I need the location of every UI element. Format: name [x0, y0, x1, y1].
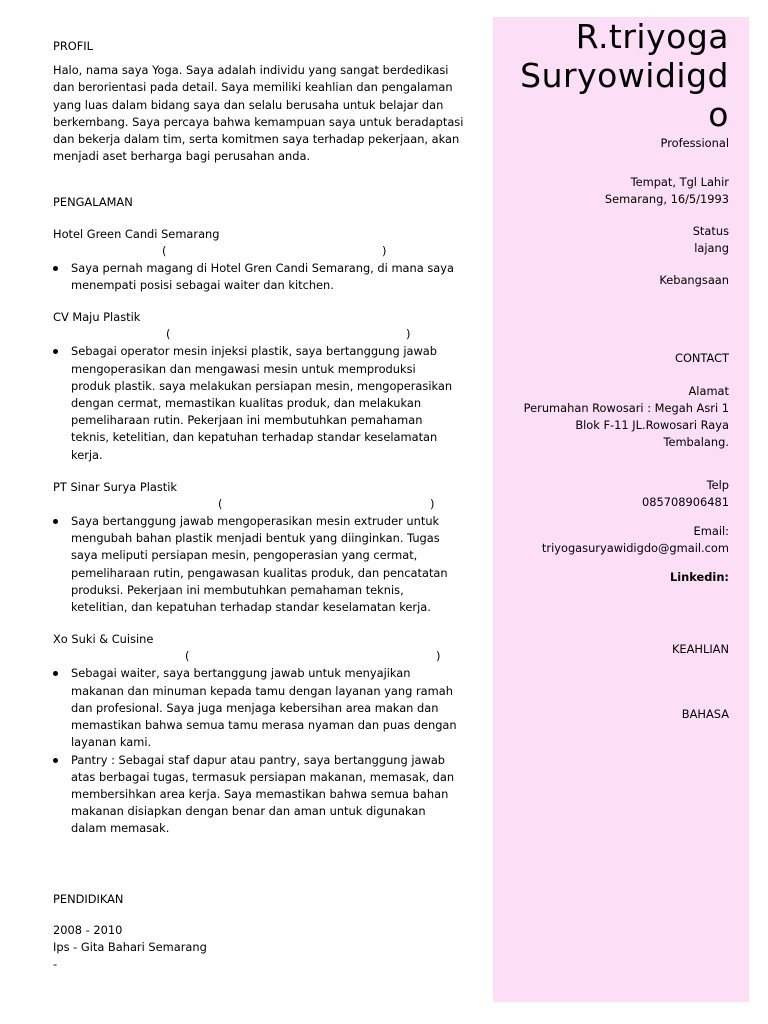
date-open-paren: ( — [162, 243, 167, 258]
bullet-line: produk plastik. saya melakukan persiapan mesin, mengoperasikan — [71, 378, 453, 393]
education-school: Ips - Gita Bahari Semarang — [53, 939, 207, 954]
birth-value: Semarang, 16/5/1993 — [604, 192, 729, 206]
bullet-line: membersihkan area kerja. Saya memastikan bahwa semua bahan — [71, 786, 449, 801]
bullet-icon — [53, 758, 58, 763]
list-item — [53, 260, 469, 294]
status-label: Status — [692, 224, 729, 238]
phone-label: Telp — [706, 478, 729, 492]
experience-heading: PENGALAMAN — [53, 195, 133, 210]
bullet-line: mengoperasikan dan mengawasi mesin untuk memproduksi — [71, 361, 416, 376]
education-heading: PENDIDIKAN — [53, 891, 124, 906]
bullet-line: dengan cermat, memastikan kualitas produk, dan melakukan — [71, 396, 422, 411]
birth-label: Tempat, Tgl Lahir — [630, 175, 729, 189]
job-entry — [53, 479, 469, 616]
bullet-icon — [53, 671, 58, 676]
job-date-line — [53, 326, 469, 343]
bullet-line: Sebagai waiter, saya bertanggung jawab untuk menyajikan — [71, 666, 411, 681]
address-line: Perumahan Rowosari : Megah Asri 1 — [523, 401, 729, 415]
job-company: Hotel Green Candi Semarang — [53, 226, 220, 241]
job-company: CV Maju Plastik — [53, 310, 141, 325]
email-label: Email: — [693, 524, 729, 538]
bullet-line: layanan kami. — [71, 735, 152, 750]
bullet-line: makanan disiapkan dengan benar dan aman untuk digunakan — [71, 804, 426, 819]
bullet-line: Saya pernah magang di Hotel Gren Candi Semarang, di mana saya — [71, 260, 454, 275]
list-item — [53, 752, 469, 838]
bullet-line: dalam memasak. — [71, 821, 170, 836]
list-item — [53, 343, 469, 463]
list-item — [53, 665, 469, 751]
job-date-line — [53, 496, 469, 513]
person-name — [503, 17, 729, 134]
bullet-icon — [53, 266, 58, 271]
name-line: Suryowidigd — [520, 56, 729, 95]
skills-heading: KEAHLIAN — [671, 642, 729, 656]
profile-line: dan berorientasi pada detail. Saya memiliki keahlian dan pengalaman — [53, 80, 453, 95]
job-company: Xo Suki & Cuisine — [53, 632, 154, 647]
address-label: Alamat — [688, 384, 729, 398]
bullet-line: Pantry : Sebagai staf dapur atau pantry, saya bertanggung jawab — [71, 752, 446, 767]
job-entry — [53, 309, 469, 464]
language-heading: BAHASA — [681, 707, 729, 721]
date-close-paren: ) — [436, 649, 441, 664]
job-company: PT Sinar Surya Plastik — [53, 479, 177, 494]
bullet-line: saya meliputi persiapan mesin, pengoperasian yang cermat, — [71, 548, 418, 563]
date-close-paren: ) — [406, 327, 411, 342]
nationality-label: Kebangsaan — [659, 273, 729, 287]
profile-line: menjadi aset berharga bagi perusahan anda. — [53, 149, 311, 164]
name-line: R.triyoga — [575, 17, 729, 56]
name-line: o — [708, 95, 729, 134]
linkedin-label: Linkedin: — [670, 570, 729, 584]
bullet-line: menempati posisi sebagai waiter dan kitchen. — [71, 278, 334, 293]
job-bullets — [53, 513, 469, 616]
date-open-paren: ( — [166, 327, 171, 342]
profile-line: yang luas dalam bidang saya dan selalu berusaha untuk belajar dan — [53, 97, 444, 112]
bullet-line: mengubah bahan plastik menjadi bentuk yang diinginkan. Tugas — [71, 531, 440, 546]
job-bullets — [53, 665, 469, 837]
profile-line: Halo, nama saya Yoga. Saya adalah individu yang sangat berdedikasi — [53, 63, 449, 78]
bullet-line: Saya bertanggung jawab mengoperasikan mesin extruder untuk — [71, 514, 440, 529]
bullet-icon — [53, 519, 58, 524]
job-date-line — [53, 648, 469, 665]
job-bullets — [53, 343, 469, 463]
bullet-line: pemeliharaan rutin. Pekerjaan ini membutuhkan pemahaman — [71, 413, 423, 428]
bullet-line: makanan dan minuman kepada tamu dengan layanan yang ramah — [71, 683, 453, 698]
profile-text — [53, 62, 469, 165]
status-value: lajang — [694, 241, 729, 255]
bullet-line: pemeliharaan rutin, pengawasan kualitas produk, dan pencatatan — [71, 565, 448, 580]
date-close-paren: ) — [382, 243, 387, 258]
contact-heading: CONTACT — [674, 351, 729, 365]
job-date-line — [53, 243, 469, 260]
date-open-paren: ( — [218, 497, 223, 512]
bullet-line: teknis, ketelitian, dan kepatuhan terhadap standar keselamatan — [71, 430, 438, 445]
profile-heading: PROFIL — [53, 39, 94, 53]
job-title: Professional — [660, 136, 729, 150]
education-dash: - — [53, 957, 58, 972]
date-close-paren: ) — [430, 497, 435, 512]
profile-line: berkembang. Saya percaya bahwa kemampuan saya untuk beradaptasi — [53, 114, 464, 129]
main-column — [53, 38, 469, 973]
job-entry — [53, 226, 469, 295]
address-line: Tembalang. — [663, 435, 729, 449]
bullet-line: memastikan bahwa semua tamu merasa nyaman dan puas dengan — [71, 718, 457, 733]
date-open-paren: ( — [185, 649, 190, 664]
education-years: 2008 - 2010 — [53, 922, 123, 937]
job-bullets — [53, 260, 469, 294]
list-item — [53, 513, 469, 616]
bullet-line: kerja. — [71, 447, 103, 462]
bullet-line: atas berbagai tugas, termasuk persiapan makanan, memasak, dan — [71, 769, 455, 784]
bullet-icon — [53, 349, 58, 354]
bullet-line: Sebagai operator mesin injeksi plastik, saya bertanggung jawab — [71, 344, 438, 359]
bullet-line: ketelitian, dan kepatuhan terhadap standar keselamatan kerja. — [71, 600, 431, 615]
profile-line: dan bekerja dalam tim, serta komitmen saya terhadap pekerjaan, akan — [53, 132, 460, 147]
bullet-line: produksi. Pekerjaan ini membutuhkan pemahaman teknis, — [71, 582, 404, 597]
address-line: Blok F-11 JL.Rowosari Raya — [575, 418, 729, 432]
phone-value: 085708906481 — [642, 495, 729, 509]
job-entry — [53, 631, 469, 837]
bullet-line: dan profesional. Saya juga menjaga kebersihan area makan dan — [71, 700, 439, 715]
email-value: triyogasuryawidigdo@gmail.com — [541, 541, 729, 555]
sidebar — [493, 17, 749, 1002]
